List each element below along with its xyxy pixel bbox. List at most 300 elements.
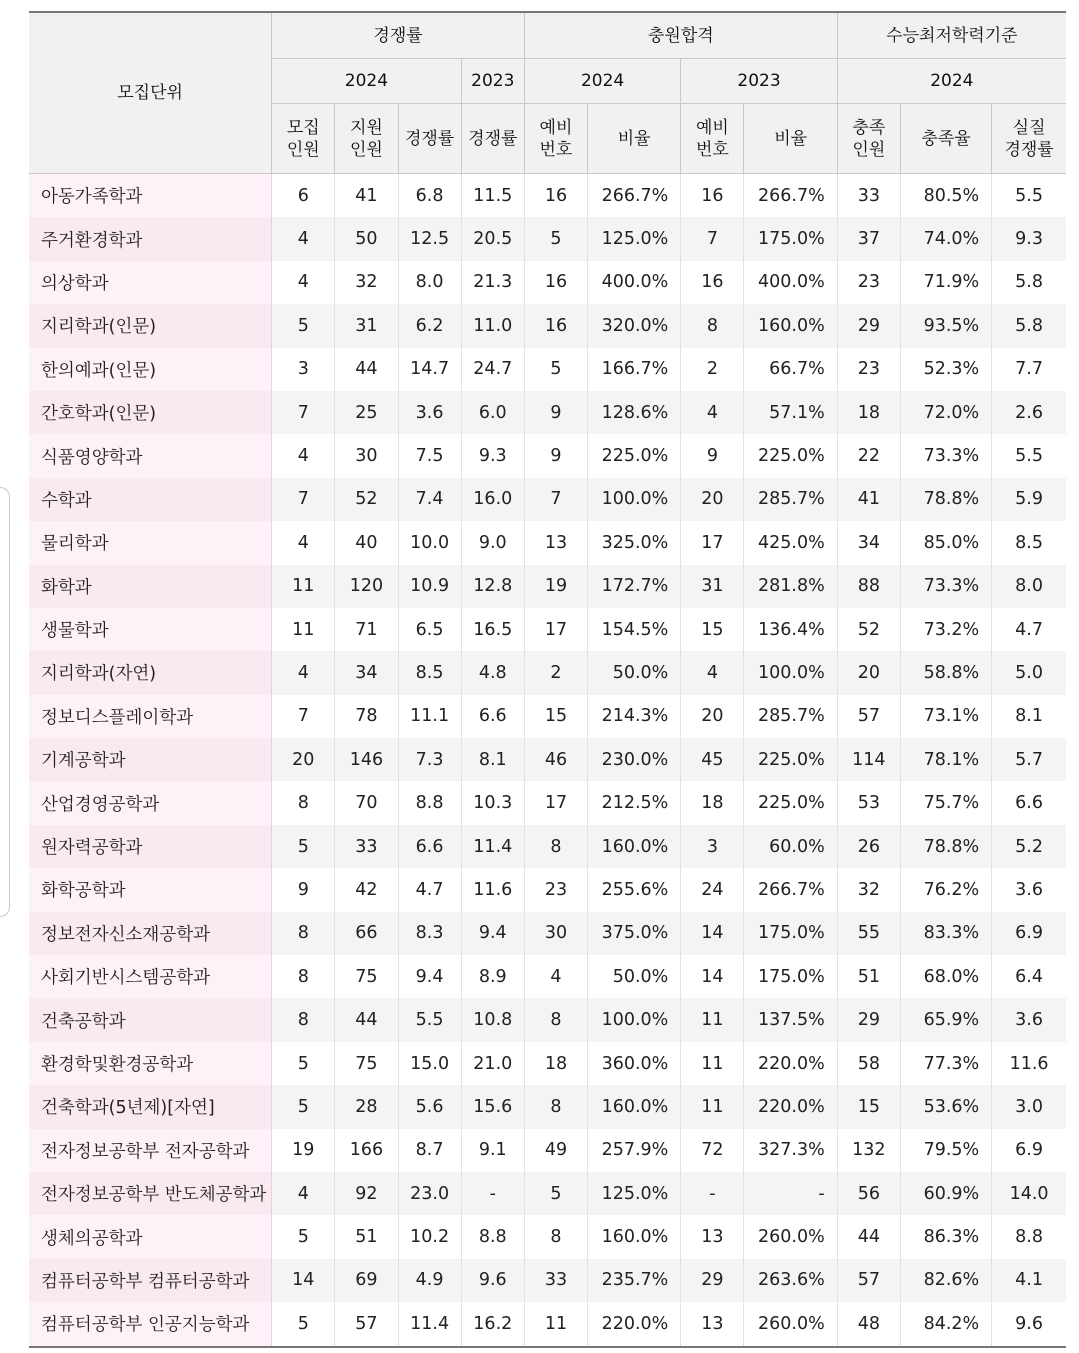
table-row: [29, 174, 1066, 218]
table-cell: 260.0%: [744, 1215, 837, 1258]
table-cell: 50.0%: [588, 955, 681, 998]
table-cell: 14: [272, 1259, 335, 1302]
table-cell: 16: [524, 304, 587, 347]
table-cell: 48: [837, 1302, 900, 1346]
table-cell: 9.6: [461, 1259, 524, 1302]
table-cell: 57: [837, 1259, 900, 1302]
table-cell: 9.1: [461, 1129, 524, 1172]
table-cell: 73.2%: [900, 608, 991, 651]
table-cell: 9.6: [992, 1302, 1066, 1346]
table-cell: 53.6%: [900, 1085, 991, 1128]
table-cell: 166: [335, 1129, 398, 1172]
table-cell: 172.7%: [588, 565, 681, 608]
unit-name-cell: 지리학과(자연): [29, 651, 272, 694]
unit-name-cell: 컴퓨터공학부 컴퓨터공학과: [29, 1259, 272, 1302]
table-cell: 16.5: [461, 608, 524, 651]
table-cell: 4: [681, 651, 744, 694]
table-cell: 4: [681, 391, 744, 434]
unit-name-cell: 건축학과(5년제)[자연]: [29, 1085, 272, 1128]
table-cell: 66: [335, 912, 398, 955]
table-cell: 9.3: [461, 434, 524, 477]
table-cell: 73.3%: [900, 565, 991, 608]
table-cell: 68.0%: [900, 955, 991, 998]
table-cell: 220.0%: [588, 1302, 681, 1346]
table-cell: 86.3%: [900, 1215, 991, 1258]
table-cell: 100.0%: [744, 651, 837, 694]
table-cell: 5.5: [398, 998, 461, 1041]
table-cell: 34: [837, 521, 900, 564]
table-cell: 57: [335, 1302, 398, 1346]
table-row: [29, 217, 1066, 260]
table-cell: 5: [272, 304, 335, 347]
table-cell: 73.1%: [900, 695, 991, 738]
table-cell: 266.7%: [588, 174, 681, 218]
table-cell: 21.3: [461, 261, 524, 304]
table-cell: 8: [524, 825, 587, 868]
table-cell: 23: [524, 868, 587, 911]
table-cell: 5.9: [992, 478, 1066, 521]
table-cell: 85.0%: [900, 521, 991, 564]
table-body: [29, 174, 1066, 1347]
table-cell: 6.9: [992, 912, 1066, 955]
table-row: [29, 912, 1066, 955]
table-cell: 20: [681, 695, 744, 738]
table-cell: 17: [524, 608, 587, 651]
table-cell: 6.6: [398, 825, 461, 868]
table-cell: 23.0: [398, 1172, 461, 1215]
table-row: [29, 1172, 1066, 1215]
table-cell: 44: [335, 998, 398, 1041]
unit-name-cell: 지리학과(인문): [29, 304, 272, 347]
table-cell: 51: [335, 1215, 398, 1258]
column-header: 비율: [588, 104, 681, 174]
table-cell: 40: [335, 521, 398, 564]
table-cell: 8: [524, 1085, 587, 1128]
table-cell: 57.1%: [744, 391, 837, 434]
year-header: 2024: [272, 59, 462, 104]
table-cell: 32: [837, 868, 900, 911]
table-row: [29, 391, 1066, 434]
unit-name-cell: 식품영양학과: [29, 434, 272, 477]
table-cell: 8.1: [461, 738, 524, 781]
unit-name-cell: 수학과: [29, 478, 272, 521]
table-cell: 18: [681, 781, 744, 824]
table-row: [29, 651, 1066, 694]
table-cell: 13: [681, 1215, 744, 1258]
table-cell: 10.3: [461, 781, 524, 824]
table-row: [29, 738, 1066, 781]
unit-name-cell: 기계공학과: [29, 738, 272, 781]
table-cell: 23: [837, 261, 900, 304]
table-cell: 225.0%: [744, 738, 837, 781]
table-cell: 20: [272, 738, 335, 781]
table-cell: 3.6: [398, 391, 461, 434]
table-cell: 5: [272, 1302, 335, 1346]
table-cell: 11.6: [1009, 1053, 1049, 1074]
table-cell: 18: [524, 1042, 587, 1085]
table-cell: 57: [837, 695, 900, 738]
table-cell: 78.8%: [900, 478, 991, 521]
table-cell: 9: [524, 391, 587, 434]
table-cell: 76.2%: [900, 868, 991, 911]
table-cell: 4.9: [398, 1259, 461, 1302]
table-cell: -: [744, 1172, 837, 1215]
table-cell: 120: [335, 565, 398, 608]
table-cell: 128.6%: [588, 391, 681, 434]
table-cell: 8.9: [461, 955, 524, 998]
table-cell: 12.5: [398, 217, 461, 260]
year-header: 2023: [681, 59, 837, 104]
table-cell: 11: [272, 565, 335, 608]
table-cell: 10.8: [461, 998, 524, 1041]
table-cell: 11.6: [461, 868, 524, 911]
table-cell: 225.0%: [744, 434, 837, 477]
table-cell: 7.7: [1015, 359, 1043, 380]
table-cell: 8.8: [398, 781, 461, 824]
table-cell: 10.9: [398, 565, 461, 608]
table-cell: 75.7%: [900, 781, 991, 824]
table-cell: 16: [681, 261, 744, 304]
table-cell: 160.0%: [588, 1085, 681, 1128]
column-header: 지원 인원: [335, 104, 398, 174]
column-header: 실질 경쟁률: [992, 104, 1066, 174]
table-cell: 16.0: [461, 478, 524, 521]
table-cell: 225.0%: [588, 434, 681, 477]
table-cell: 58.8%: [900, 651, 991, 694]
table-cell: 6.8: [398, 174, 461, 218]
unit-name-cell: 생물학과: [29, 608, 272, 651]
table-cell: 13: [681, 1302, 744, 1346]
table-cell: 327.3%: [744, 1129, 837, 1172]
table-cell: 52: [335, 478, 398, 521]
table-cell: 31: [335, 304, 398, 347]
table-cell: 41: [335, 174, 398, 218]
table-cell: 52: [837, 608, 900, 651]
table-cell: 212.5%: [588, 781, 681, 824]
table-cell: 5.5: [1015, 185, 1043, 206]
table-cell: 19: [272, 1129, 335, 1172]
table-cell: 70: [335, 781, 398, 824]
table-cell: 425.0%: [744, 521, 837, 564]
table-cell: 5: [524, 348, 587, 391]
table-cell: 75: [335, 955, 398, 998]
table-cell: 175.0%: [744, 912, 837, 955]
table-cell: 6.4: [1015, 966, 1043, 987]
table-cell: 5: [524, 217, 587, 260]
column-header: 충족율: [900, 104, 991, 174]
table-row: [29, 955, 1066, 998]
table-cell: 77.3%: [900, 1042, 991, 1085]
table-cell: 266.7%: [744, 868, 837, 911]
table-cell: 78.1%: [900, 738, 991, 781]
table-cell: 266.7%: [744, 174, 837, 218]
table-cell: 5.2: [992, 825, 1066, 868]
table-cell: 72: [681, 1129, 744, 1172]
year-header: 2024: [837, 59, 1066, 104]
table-cell: 33: [837, 174, 900, 218]
table-cell: 50.0%: [588, 651, 681, 694]
table-cell: 166.7%: [588, 348, 681, 391]
table-cell: 6.6: [461, 695, 524, 738]
table-cell: 11.1: [398, 695, 461, 738]
table-cell: 7: [272, 478, 335, 521]
table-cell: 8: [272, 912, 335, 955]
table-cell: 19: [524, 565, 587, 608]
table-cell: 23: [837, 348, 900, 391]
table-cell: 58: [837, 1042, 900, 1085]
table-cell: 14.7: [398, 348, 461, 391]
table-cell: 13: [524, 521, 587, 564]
table-cell: 11: [681, 998, 744, 1041]
table-cell: 3: [272, 348, 335, 391]
table-cell: 8.5: [1015, 532, 1043, 553]
table-cell: 8.7: [398, 1129, 461, 1172]
table-cell: 175.0%: [744, 217, 837, 260]
unit-name-cell: 환경학및환경공학과: [29, 1042, 272, 1085]
table-cell: 263.6%: [744, 1259, 837, 1302]
table-cell: 31: [681, 565, 744, 608]
table-cell: 4.7: [1015, 619, 1043, 640]
table-cell: 34: [335, 651, 398, 694]
table-cell: 78: [335, 695, 398, 738]
table-cell: 4: [272, 434, 335, 477]
table-cell: 33: [335, 825, 398, 868]
table-cell: 49: [524, 1129, 587, 1172]
table-cell: 6: [272, 174, 335, 218]
table-cell: 11: [681, 1042, 744, 1085]
table-cell: 15: [681, 608, 744, 651]
table-cell: 6.6: [1015, 793, 1043, 814]
group-header-additional-pass: 충원합격: [524, 12, 837, 59]
table-cell: 160.0%: [588, 825, 681, 868]
table-cell: 285.7%: [744, 695, 837, 738]
table-cell: 175.0%: [744, 955, 837, 998]
table-cell: 15: [524, 695, 587, 738]
unit-name-cell: 간호학과(인문): [29, 391, 272, 434]
table-cell: 260.0%: [744, 1302, 837, 1346]
table-row: [29, 1259, 1066, 1302]
table-row: [29, 261, 1066, 304]
table-cell: -: [681, 1172, 744, 1215]
table-cell: 9.0: [461, 521, 524, 564]
table-row: [29, 1302, 1066, 1346]
table-cell: 154.5%: [588, 608, 681, 651]
table-cell: 42: [335, 868, 398, 911]
table-cell: 83.3%: [900, 912, 991, 955]
table-cell: 5: [272, 1215, 335, 1258]
table-cell: 20: [837, 651, 900, 694]
table-cell: 25: [335, 391, 398, 434]
table-cell: 4: [272, 217, 335, 260]
table-cell: 82.6%: [900, 1259, 991, 1302]
table-cell: 75: [335, 1042, 398, 1085]
table-cell: 230.0%: [588, 738, 681, 781]
unit-name-cell: 물리학과: [29, 521, 272, 564]
table-cell: 214.3%: [588, 695, 681, 738]
table-cell: 281.8%: [744, 565, 837, 608]
table-cell: 5: [272, 825, 335, 868]
table-cell: 16: [681, 174, 744, 218]
table-cell: 5: [272, 1042, 335, 1085]
unit-header: 모집단위: [29, 12, 272, 174]
table-cell: 8: [524, 998, 587, 1041]
unit-name-cell: 사회기반시스템공학과: [29, 955, 272, 998]
table-row: [29, 1129, 1066, 1172]
table-cell: 72.0%: [900, 391, 991, 434]
scroll-handle[interactable]: [0, 487, 10, 917]
table-cell: 6.2: [398, 304, 461, 347]
table-row: [29, 1215, 1066, 1258]
table-cell: 3: [681, 825, 744, 868]
table-row: [29, 868, 1066, 911]
column-header: 모집 인원: [272, 104, 335, 174]
table-row: [29, 608, 1066, 651]
table-cell: 3.6: [992, 998, 1066, 1041]
table-cell: 11: [681, 1085, 744, 1128]
table-cell: 44: [837, 1215, 900, 1258]
table-cell: 6.9: [1015, 1140, 1043, 1161]
column-header: 예비 번호: [524, 104, 587, 174]
unit-name-cell: 컴퓨터공학부 인공지능학과: [29, 1302, 272, 1346]
table-cell: 80.5%: [900, 174, 991, 218]
group-header-competition: 경쟁률: [272, 12, 525, 59]
table-cell: 4: [272, 261, 335, 304]
table-cell: 5.6: [398, 1085, 461, 1128]
table-cell: 257.9%: [588, 1129, 681, 1172]
table-cell: 26: [837, 825, 900, 868]
table-cell: 7.3: [398, 738, 461, 781]
table-cell: 3.0: [992, 1085, 1066, 1128]
table-cell: 9: [681, 434, 744, 477]
table-cell: 10.0: [398, 521, 461, 564]
table-cell: 69: [335, 1259, 398, 1302]
table-row: [29, 348, 1066, 391]
table-cell: 114: [837, 738, 900, 781]
table-cell: 65.9%: [900, 998, 991, 1041]
table-cell: 220.0%: [744, 1085, 837, 1128]
table-cell: 20: [681, 478, 744, 521]
year-header: 2023: [461, 59, 524, 104]
table-cell: 8.8: [461, 1215, 524, 1258]
unit-name-cell: 한의예과(인문): [29, 348, 272, 391]
table-cell: 132: [837, 1129, 900, 1172]
column-header: 예비 번호: [681, 104, 744, 174]
table-cell: 225.0%: [744, 781, 837, 824]
table-cell: 33: [524, 1259, 587, 1302]
table-cell: 5: [524, 1172, 587, 1215]
table-cell: 16.2: [461, 1302, 524, 1346]
table-cell: 125.0%: [588, 1172, 681, 1215]
table-cell: 11: [272, 608, 335, 651]
table-row: [29, 781, 1066, 824]
table-cell: 16: [524, 174, 587, 218]
table-row: [29, 478, 1066, 521]
table-cell: 24: [681, 868, 744, 911]
table-cell: 360.0%: [588, 1042, 681, 1085]
table-cell: 8.3: [398, 912, 461, 955]
table-cell: 56: [837, 1172, 900, 1215]
unit-name-cell: 생체의공학과: [29, 1215, 272, 1258]
table-cell: 30: [335, 434, 398, 477]
table-cell: 136.4%: [744, 608, 837, 651]
table-cell: 255.6%: [588, 868, 681, 911]
table-cell: 37: [837, 217, 900, 260]
table-cell: 2.6: [992, 391, 1066, 434]
table-cell: 400.0%: [744, 261, 837, 304]
table-cell: 10.2: [398, 1215, 461, 1258]
table-cell: 20.5: [461, 217, 524, 260]
unit-name-cell: 주거환경학과: [29, 217, 272, 260]
table-cell: 60.0%: [744, 825, 837, 868]
table-row: [29, 998, 1066, 1041]
table-row: [29, 695, 1066, 738]
table-cell: 7: [272, 391, 335, 434]
table-cell: 3.6: [1015, 879, 1043, 900]
table-cell: 21.0: [461, 1042, 524, 1085]
table-cell: 8: [272, 781, 335, 824]
table-cell: 5.8: [1015, 272, 1043, 293]
unit-name-cell: 전자정보공학부 반도체공학과: [29, 1172, 272, 1215]
year-header: 2024: [524, 59, 680, 104]
table-cell: 235.7%: [588, 1259, 681, 1302]
table-cell: -: [461, 1172, 524, 1215]
table-cell: 71.9%: [900, 261, 991, 304]
table-cell: 9.3: [992, 217, 1066, 260]
table-cell: 5.8: [992, 304, 1066, 347]
table-cell: 8.0: [398, 261, 461, 304]
table-cell: 400.0%: [588, 261, 681, 304]
table-cell: 325.0%: [588, 521, 681, 564]
table-row: [29, 434, 1066, 477]
table-cell: 100.0%: [588, 478, 681, 521]
unit-name-cell: 아동가족학과: [29, 174, 272, 218]
admission-stats-table: [29, 11, 1066, 1348]
unit-name-cell: 전자정보공학부 전자공학과: [29, 1129, 272, 1172]
table-cell: 14: [681, 955, 744, 998]
table-cell: 15.0: [398, 1042, 461, 1085]
table-row: [29, 304, 1066, 347]
table-cell: 8: [272, 998, 335, 1041]
table-cell: 88: [837, 565, 900, 608]
table-cell: 79.5%: [900, 1129, 991, 1172]
unit-name-cell: 의상학과: [29, 261, 272, 304]
table-cell: 8.0: [992, 565, 1066, 608]
table-cell: 9.4: [461, 912, 524, 955]
table-cell: 160.0%: [588, 1215, 681, 1258]
table-cell: 7.4: [398, 478, 461, 521]
unit-name-cell: 화학과: [29, 565, 272, 608]
table-cell: 285.7%: [744, 478, 837, 521]
table-header: [29, 12, 1066, 174]
table-cell: 16: [524, 261, 587, 304]
table-cell: 30: [524, 912, 587, 955]
table-cell: 5.0: [992, 651, 1066, 694]
table-row: [29, 565, 1066, 608]
table-cell: 4: [524, 955, 587, 998]
unit-name-cell: 건축공학과: [29, 998, 272, 1041]
table-cell: 6.0: [461, 391, 524, 434]
table-cell: 17: [681, 521, 744, 564]
table-cell: 4.1: [992, 1259, 1066, 1302]
table-cell: 8: [524, 1215, 587, 1258]
table-cell: 29: [837, 304, 900, 347]
table-cell: 5.5: [1015, 446, 1043, 467]
table-cell: 9: [272, 868, 335, 911]
column-header: 경쟁률: [461, 104, 524, 174]
table-cell: 125.0%: [588, 217, 681, 260]
table-cell: 11.0: [461, 304, 524, 347]
table-cell: 84.2%: [900, 1302, 991, 1346]
